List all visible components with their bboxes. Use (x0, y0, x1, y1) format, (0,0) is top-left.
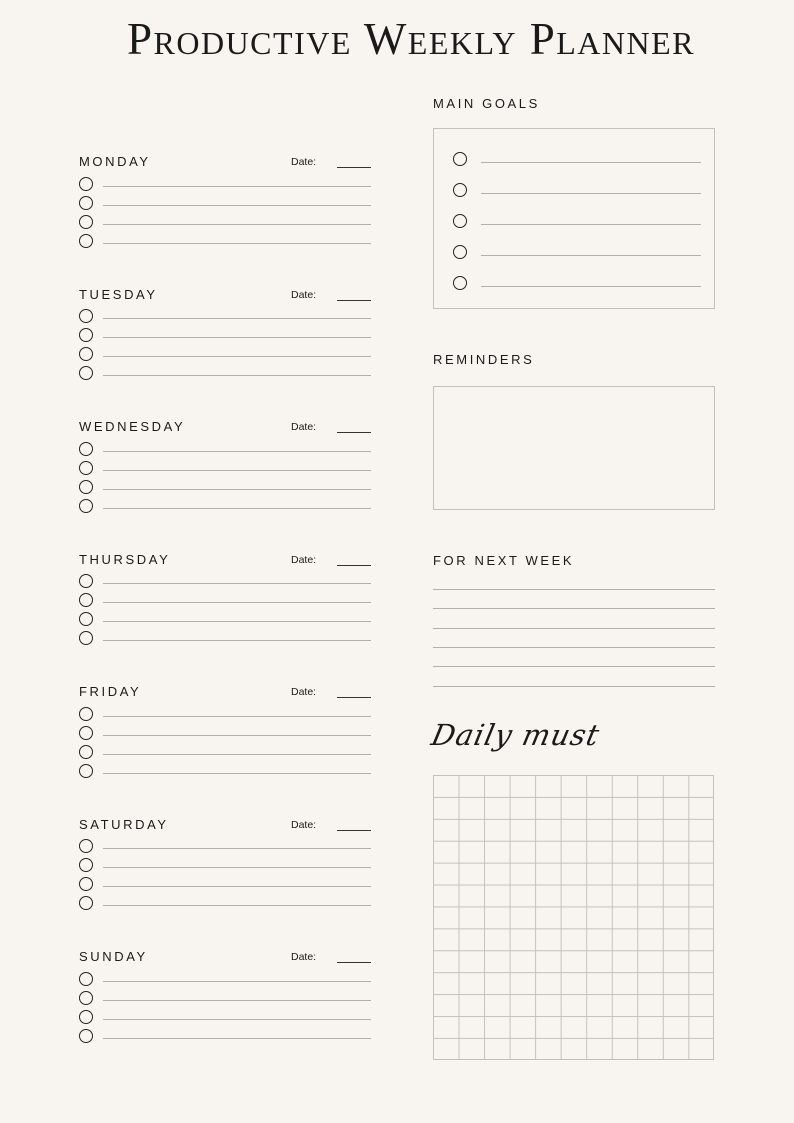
checkbox-circle[interactable] (79, 877, 93, 891)
checkbox-circle[interactable] (79, 858, 93, 872)
writing-line[interactable] (103, 1019, 371, 1020)
checkbox-circle[interactable] (79, 896, 93, 910)
day-label: TUESDAY (79, 287, 158, 302)
task-row[interactable] (79, 499, 371, 515)
day-label: SATURDAY (79, 817, 169, 832)
checkbox-circle[interactable] (79, 177, 93, 191)
task-row[interactable] (79, 366, 371, 382)
writing-line[interactable] (103, 602, 371, 603)
checkbox-circle[interactable] (79, 347, 93, 361)
writing-line[interactable] (481, 286, 701, 287)
day-saturday (79, 818, 371, 928)
writing-line[interactable] (103, 773, 371, 774)
writing-line[interactable] (103, 735, 371, 736)
date-label: Date: (291, 289, 317, 301)
main-goals-box (433, 128, 715, 309)
checkbox-circle[interactable] (453, 152, 467, 166)
date-field[interactable] (337, 697, 371, 698)
writing-line[interactable] (103, 337, 371, 338)
writing-line[interactable] (103, 621, 371, 622)
task-row[interactable] (79, 839, 371, 855)
checkbox-circle[interactable] (79, 366, 93, 380)
task-row[interactable] (79, 726, 371, 742)
checkbox-circle[interactable] (453, 214, 467, 228)
goal-row[interactable] (453, 245, 701, 261)
writing-line[interactable] (103, 243, 371, 244)
date-label: Date: (291, 156, 317, 168)
checkbox-circle[interactable] (79, 612, 93, 626)
checkbox-circle[interactable] (79, 215, 93, 229)
writing-line[interactable] (103, 754, 371, 755)
task-row[interactable] (79, 1029, 371, 1045)
writing-line[interactable] (103, 375, 371, 376)
writing-line[interactable] (481, 162, 701, 163)
goal-row[interactable] (453, 214, 701, 230)
checkbox-circle[interactable] (453, 276, 467, 290)
task-row[interactable] (79, 347, 371, 363)
checkbox-circle[interactable] (79, 480, 93, 494)
goal-row[interactable] (453, 276, 701, 292)
task-row[interactable] (79, 309, 371, 325)
page-title: Productive Weekly Planner (126, 14, 695, 64)
task-row[interactable] (79, 764, 371, 780)
checkbox-circle[interactable] (79, 461, 93, 475)
goal-row[interactable] (453, 183, 701, 199)
checkbox-circle[interactable] (79, 972, 93, 986)
day-wednesday (79, 420, 371, 530)
task-row[interactable] (79, 972, 371, 988)
task-row[interactable] (79, 1010, 371, 1026)
task-row[interactable] (79, 215, 371, 231)
task-row[interactable] (79, 461, 371, 477)
writing-line[interactable] (103, 1000, 371, 1001)
writing-line[interactable] (103, 886, 371, 887)
writing-line[interactable] (103, 583, 371, 584)
checkbox-circle[interactable] (79, 707, 93, 721)
writing-line[interactable] (433, 647, 715, 648)
task-row[interactable] (79, 442, 371, 458)
task-row[interactable] (79, 234, 371, 250)
date-field[interactable] (337, 167, 371, 168)
goal-row[interactable] (453, 152, 701, 168)
checkbox-circle[interactable] (79, 726, 93, 740)
task-row[interactable] (79, 328, 371, 344)
task-row[interactable] (79, 707, 371, 723)
writing-line[interactable] (103, 205, 371, 206)
day-sunday (79, 950, 371, 1060)
daily-must-heading: Daily must (428, 718, 604, 752)
writing-line[interactable] (103, 224, 371, 225)
date-field[interactable] (337, 565, 371, 566)
date-label: Date: (291, 554, 317, 566)
day-monday (79, 155, 371, 265)
checkbox-circle[interactable] (453, 245, 467, 259)
writing-line[interactable] (103, 1038, 371, 1039)
reminders-box[interactable] (433, 386, 715, 510)
task-row[interactable] (79, 631, 371, 647)
writing-line[interactable] (103, 640, 371, 641)
day-tuesday (79, 288, 371, 398)
writing-line[interactable] (103, 716, 371, 717)
task-row[interactable] (79, 196, 371, 212)
task-row[interactable] (79, 593, 371, 609)
checkbox-circle[interactable] (79, 745, 93, 759)
checkbox-circle[interactable] (79, 309, 93, 323)
writing-line[interactable] (103, 186, 371, 187)
checkbox-circle[interactable] (79, 196, 93, 210)
task-row[interactable] (79, 177, 371, 193)
writing-line[interactable] (433, 666, 715, 667)
day-friday (79, 685, 371, 795)
date-label: Date: (291, 951, 317, 963)
day-label: SUNDAY (79, 949, 148, 964)
writing-line[interactable] (103, 508, 371, 509)
reminders-heading: REMINDERS (433, 352, 535, 367)
date-label: Date: (291, 421, 317, 433)
day-label: MONDAY (79, 154, 151, 169)
checkbox-circle[interactable] (79, 631, 93, 645)
writing-line[interactable] (103, 867, 371, 868)
day-label: WEDNESDAY (79, 419, 186, 434)
checkbox-circle[interactable] (453, 183, 467, 197)
writing-line[interactable] (481, 224, 701, 225)
writing-line[interactable] (433, 589, 715, 590)
writing-line[interactable] (103, 451, 371, 452)
task-row[interactable] (79, 480, 371, 496)
writing-line[interactable] (103, 905, 371, 906)
checkbox-circle[interactable] (79, 764, 93, 778)
daily-must-grid[interactable] (433, 775, 714, 1060)
checkbox-circle[interactable] (79, 1010, 93, 1024)
date-field[interactable] (337, 432, 371, 433)
checkbox-circle[interactable] (79, 1029, 93, 1043)
date-field[interactable] (337, 962, 371, 963)
writing-line[interactable] (103, 848, 371, 849)
checkbox-circle[interactable] (79, 442, 93, 456)
checkbox-circle[interactable] (79, 991, 93, 1005)
task-row[interactable] (79, 877, 371, 893)
checkbox-circle[interactable] (79, 574, 93, 588)
checkbox-circle[interactable] (79, 593, 93, 607)
writing-line[interactable] (103, 356, 371, 357)
writing-line[interactable] (433, 608, 715, 609)
next-week-heading: FOR NEXT WEEK (433, 553, 575, 568)
checkbox-circle[interactable] (79, 328, 93, 342)
task-row[interactable] (79, 612, 371, 628)
date-field[interactable] (337, 830, 371, 831)
task-row[interactable] (79, 896, 371, 912)
checkbox-circle[interactable] (79, 839, 93, 853)
writing-line[interactable] (433, 686, 715, 687)
task-row[interactable] (79, 574, 371, 590)
date-label: Date: (291, 686, 317, 698)
date-field[interactable] (337, 300, 371, 301)
day-label: THURSDAY (79, 552, 171, 567)
writing-line[interactable] (103, 489, 371, 490)
writing-line[interactable] (481, 193, 701, 194)
checkbox-circle[interactable] (79, 499, 93, 513)
checkbox-circle[interactable] (79, 234, 93, 248)
writing-line[interactable] (103, 981, 371, 982)
writing-line[interactable] (103, 470, 371, 471)
task-row[interactable] (79, 991, 371, 1007)
task-row[interactable] (79, 745, 371, 761)
day-thursday (79, 553, 371, 663)
writing-line[interactable] (433, 628, 715, 629)
day-label: FRIDAY (79, 684, 142, 699)
task-row[interactable] (79, 858, 371, 874)
writing-line[interactable] (103, 318, 371, 319)
main-goals-heading: MAIN GOALS (433, 96, 540, 111)
writing-line[interactable] (481, 255, 701, 256)
date-label: Date: (291, 819, 317, 831)
